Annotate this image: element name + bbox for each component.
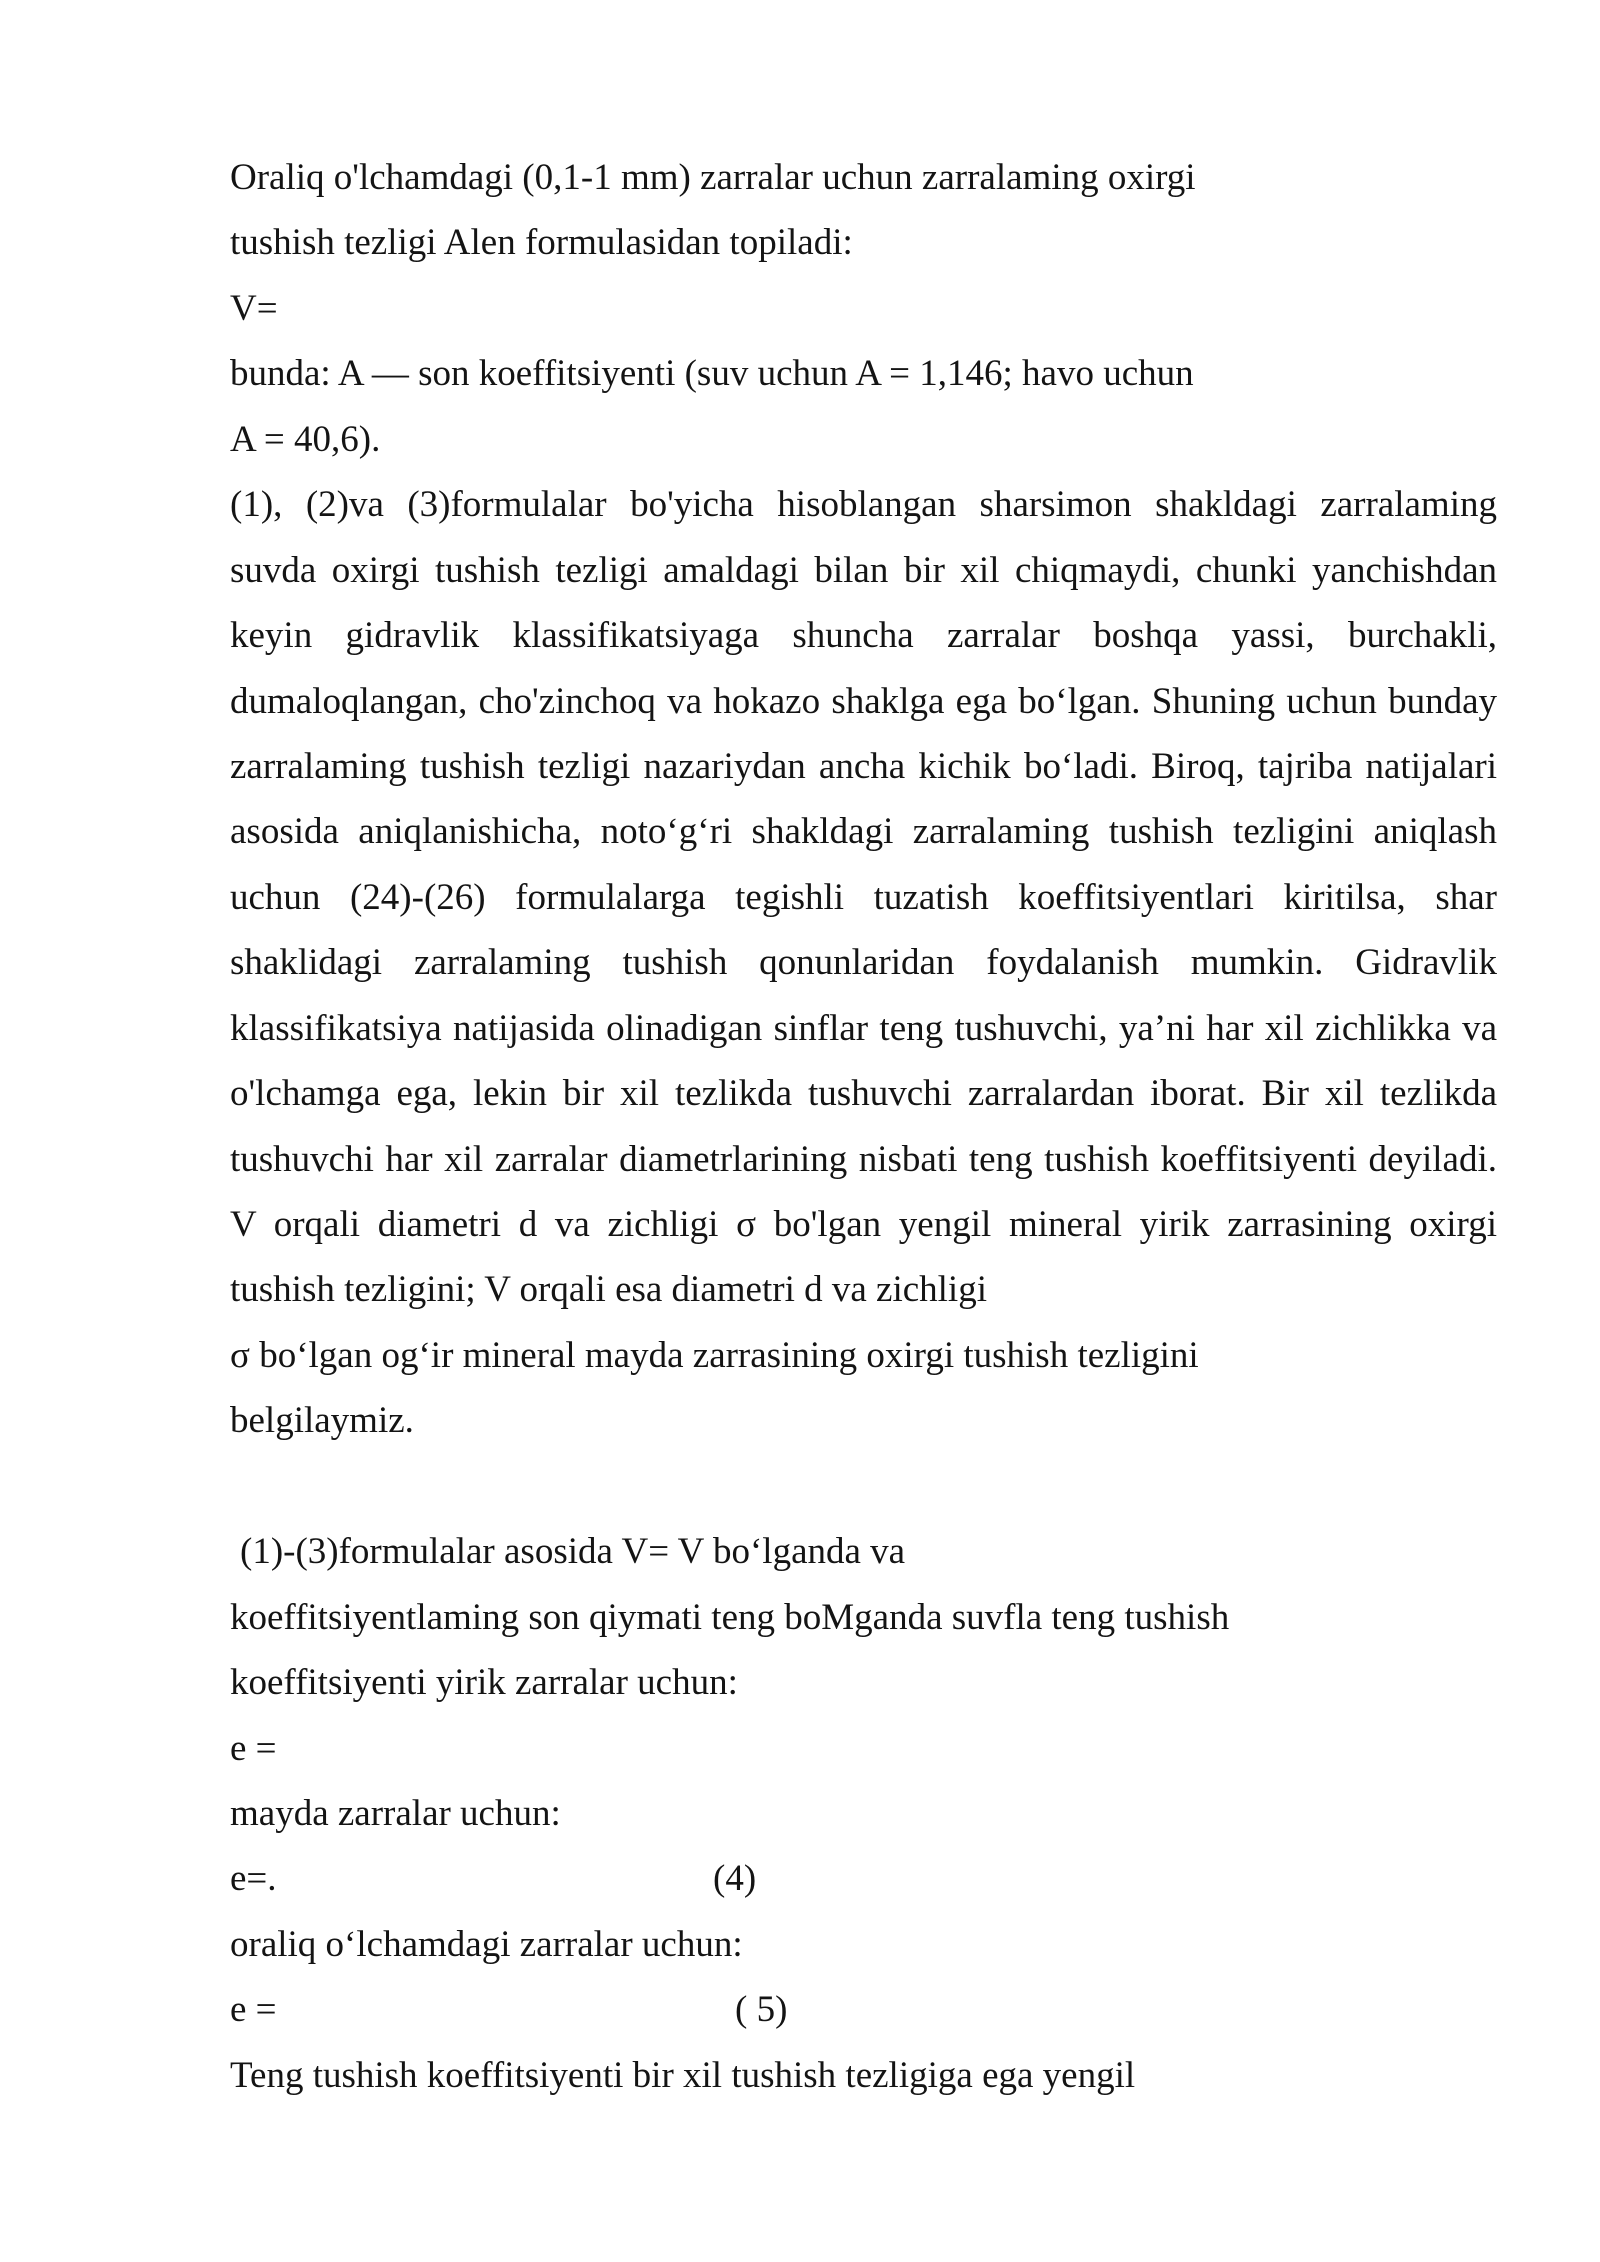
paragraph-line: keyin gidravlik klassifikatsiyaga shuncha zarralar boshqa yassi, burchakli,: [230, 615, 1497, 657]
paragraph-line: dumaloqlangan, cho'zinchoq va hokazo shaklga ega bo‘lgan. Shuning uchun bunday: [230, 680, 1497, 722]
medium-particles-equation: [230, 1977, 1497, 2042]
medium-particles-label: oraliq o‘lchamdagi zarralar uchun:: [230, 1923, 743, 1965]
where-line: A = 40,6).: [230, 418, 381, 460]
coefficients-paragraph: [230, 1519, 1497, 1715]
intro-paragraph: [230, 145, 1497, 276]
equation-number: (4): [713, 1858, 757, 1900]
paragraph-line: uchun (24)-(26) formulalarga tegishli tuzatish koeffitsiyentlari kiritilsa, shar: [230, 876, 1497, 918]
paragraph-line: asosida aniqlanishicha, noto‘g‘ri shakldagi zarralaming tushish tezligini aniqlash: [230, 811, 1497, 853]
paragraph-line: shaklidagi zarralaming tushish qonunlaridan foydalanish mumkin. Gidravlik: [230, 942, 1497, 984]
paragraph-line: zarralaming tushish tezligi nazariydan ancha kichik bo‘ladi. Biroq, tajriba natijalari: [230, 745, 1497, 787]
paragraph-line: o'lchamga ega, lekin bir xil tezlikda tushuvchi zarralardan iborat. Bir xil tezlikda: [230, 1073, 1497, 1115]
coefficients-line: koeffitsiyenti yirik zarralar uchun:: [230, 1662, 738, 1704]
small-particles-label: mayda zarralar uchun:: [230, 1792, 561, 1834]
document-page: [230, 145, 1497, 2108]
small-particles-formula: e=.: [230, 1858, 277, 1900]
small-particles-equation: [230, 1846, 1497, 1911]
where-line: bunda: A — son koeffitsiyenti (suv uchun A = 1,146; havo uchun: [230, 353, 1194, 395]
large-particles-formula: e =: [230, 1727, 277, 1769]
intro-line: tushish tezligi Alen formulasidan topiladi:: [230, 222, 853, 264]
where-paragraph: [230, 341, 1497, 472]
closing-line: Teng tushish koeffitsiyenti bir xil tushish tezligiga ega yengil: [230, 2054, 1136, 2096]
definition-paragraph: [230, 1323, 1497, 1454]
paragraph-line: tushuvchi har xil zarralar diametrlarining nisbati teng tushish koeffitsiyenti deyiladi.: [230, 1138, 1497, 1180]
main-paragraph: [230, 472, 1497, 1323]
definition-line: belgilaymiz.: [230, 1400, 414, 1442]
intro-line: Oraliq o'lchamdagi (0,1-1 mm) zarralar uchun zarralaming oxirgi: [230, 157, 1196, 198]
paragraph-line: klassifikatsiya natijasida olinadigan sinflar teng tushuvchi, ya’ni har xil zichlikka va: [230, 1007, 1497, 1049]
coefficients-line: koeffitsiyentlaming son qiymati teng boMganda suvfla teng tushish: [230, 1596, 1230, 1638]
equation-number: ( 5): [735, 1989, 788, 2031]
closing-paragraph: [230, 2043, 1497, 2108]
coefficients-line: (1)-(3)formulalar asosida V= V bo‘lganda va: [240, 1531, 906, 1573]
medium-particles-formula: e =: [230, 1989, 277, 2031]
velocity-formula: V=: [230, 287, 278, 329]
blank-line: [230, 1454, 1497, 1519]
paragraph-line: V orqali diametri d va zichligi σ bo'lgan yengil mineral yirik zarrasining oxirgi: [230, 1204, 1497, 1245]
definition-line: σ bo‘lgan og‘ir mineral mayda zarrasining oxirgi tushish tezligini: [230, 1334, 1199, 1376]
paragraph-line: (1), (2)va (3)formulalar bo'yicha hisoblangan sharsimon shakldagi zarralaming: [230, 484, 1497, 526]
paragraph-line: tushish tezligini; V orqali esa diametri d va zichligi: [230, 1269, 987, 1311]
paragraph-line: suvda oxirgi tushish tezligi amaldagi bilan bir xil chiqmaydi, chunki yanchishdan: [230, 549, 1497, 591]
